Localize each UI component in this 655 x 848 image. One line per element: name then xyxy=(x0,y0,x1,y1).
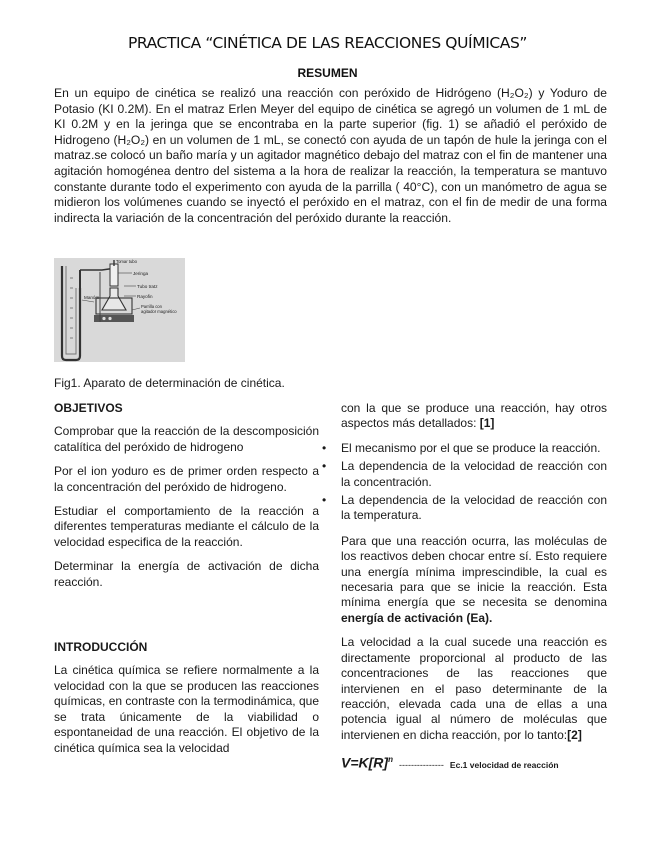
objetivo-item: Estudiar el comportamiento de la reacción a diferentes temperaturas mediante el cálculo de la velocidad especifica de la reacción. xyxy=(54,504,319,549)
activation-energy-text: Para que una reacción ocurra, las moléculas de los reactivos deben chocar entre sí. Esto requiere una energía mínima imprescindible, la cual es necesaria para que se inicie la reacción. Esta mínima energía que se necesita se denomina xyxy=(341,533,607,610)
continuation-paragraph xyxy=(341,401,607,432)
label-jeringa: Jeringa xyxy=(133,271,149,276)
activation-energy-paragraph xyxy=(341,534,607,626)
objetivo-item: Por el ion yoduro es de primer orden respecto a la concentración del peróxido de hidrogeno. xyxy=(54,464,319,494)
objetivo-item: Comprobar que la reacción de la descomposición catalítica del peróxido de hidrogeno xyxy=(54,424,319,454)
equation-separator: --------------- xyxy=(398,759,444,770)
apparatus-figure xyxy=(54,258,185,362)
resumen-heading: RESUMEN xyxy=(297,66,358,80)
syringe xyxy=(110,264,118,286)
reference-1: [1] xyxy=(479,416,495,431)
list-item: • La dependencia de la velocidad de reacción con la concentración. xyxy=(341,459,607,490)
rate-law-paragraph xyxy=(341,635,607,743)
label-top: Tomar tubo xyxy=(116,259,137,264)
equation-exponent: n xyxy=(388,755,393,765)
label-agitador: agitador magnético xyxy=(141,309,177,314)
label-parrilla: Parrilla con xyxy=(141,304,162,309)
reference-2: [2] xyxy=(567,727,582,742)
aspects-list xyxy=(341,441,607,524)
list-item: • El mecanismo por el que se produce la reacción. xyxy=(341,441,607,456)
rate-law-text: La velocidad a la cual sucede una reacción es directamente proporcional al producto de las concentraciones de las reacciones que intervienen en el paso determinante de la reacción, elevada cada una de ellas a una potencia igual al número de moléculas que intervienen en dicha reacción, por lo tanto: xyxy=(341,635,607,742)
hot-plate-knob xyxy=(102,317,105,320)
introduccion-heading: INTRODUCCIÓN xyxy=(54,640,148,655)
rate-equation xyxy=(341,752,607,773)
objetivo-item: Determinar la energía de activación de dicha reacción. xyxy=(54,559,319,589)
figure-caption: Fig1. Aparato de determinación de cinética. xyxy=(54,376,285,390)
activation-energy-term: energía de activación (Ea). xyxy=(341,610,493,625)
objetivos-heading: OBJETIVOS xyxy=(54,401,123,415)
label-manometro: Manóm xyxy=(84,295,100,300)
continuation-text: con la que se produce una reacción, hay otros aspectos más detallados: xyxy=(341,401,607,431)
list-item: • La dependencia de la velocidad de reacción con la temperatura. xyxy=(341,493,607,524)
label-tubo: Tubo tratz xyxy=(137,284,158,289)
apparatus-drawing xyxy=(54,258,185,362)
page-title: PRACTICA “CINÉTICA DE LAS REACCIONES QUÍMICAS” xyxy=(127,34,528,52)
equation-main: V=K[R] xyxy=(341,754,389,771)
right-column xyxy=(341,401,607,773)
label-reservorio: Rayofin xyxy=(137,294,153,299)
left-column xyxy=(54,401,319,765)
hot-plate-knob xyxy=(108,317,111,320)
equation-label: Ec.1 velocidad de reacción xyxy=(449,759,559,770)
equation-formula xyxy=(341,752,393,771)
introduccion-text: La cinética química se refiere normalmente a la velocidad con la que se producen las reacciones químicas, en contraste con la termodinámica, que se trata únicamente de la viabilidad o espontaneidad de una reacción. El objetivo de la cinética química sea la velocidad xyxy=(54,663,319,755)
resumen-text: En un equipo de cinética se realizó una reacción con peróxido de Hidrógeno (H₂O₂) y Yoduro de Potasio (KI 0.2M). En el matraz Erlen Meyer del equipo de cinética se agregó un volumen de 1 mL de KI 0.2M y en la jeringa que se encontraba en la parte superior (fig. 1) se añadió el peróxido de Hidrogeno (H₂O₂) en un volumen de 1 mL, se conectó con ayuda de un tapón de hule la jeringa con el matraz.se colocó un baño maría y un agitador magnético debajo del matraz con el fin de mantener una agitación homogénea dentro del sistema a la hora de realizar la reacción, la temperatura se mantuvo constante durante todo el experimento con ayuda de la parrilla ( 40°C), con un manómetro de agua se midieron los volúmenes cuando se inyectó el peróxido en el matraz, con el fin de medir de una forma indirecta la variación de la concentración del peróxido durante la reacción. xyxy=(54,86,607,225)
